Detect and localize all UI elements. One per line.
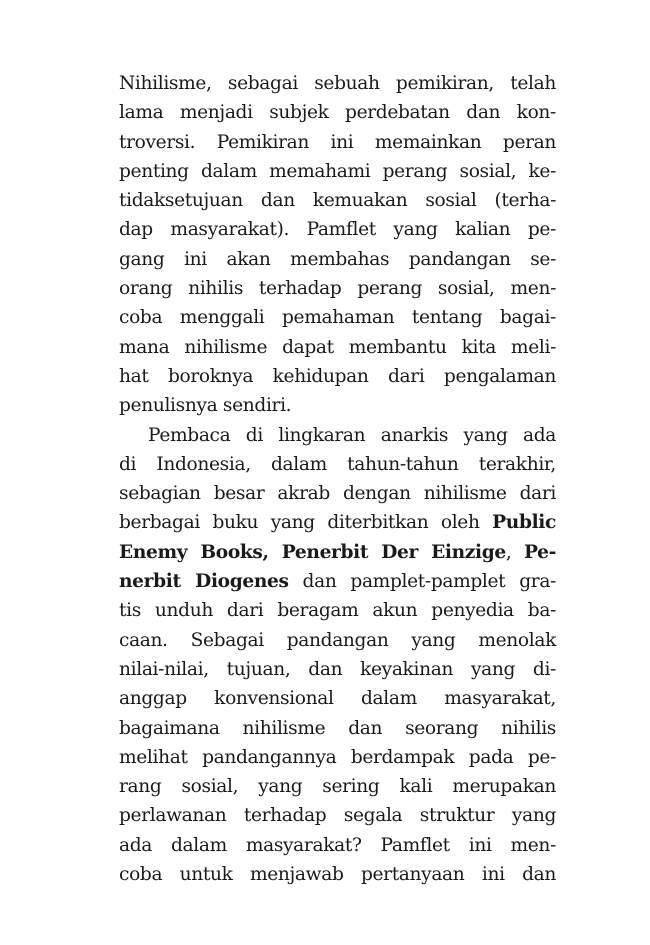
paragraph-2-line-6 [119,567,556,596]
line-text: , [505,541,525,563]
paragraph-2-line-11: bagaimana nihilisme dan seorang nihilis [119,717,556,739]
paragraph-2-line-1: Pembaca di lingkaran anarkis yang ada [148,424,556,446]
paragraph-1-line-12: penulisnya sendiri. [119,395,292,417]
paragraph-2-line-13: rang sosial, yang sering kali merupakan [119,776,556,798]
paragraph-2-line-16: coba untuk menjawab pertanyaan ini dan [119,864,556,886]
paragraph-1-line-8: orang nihilis terhadap perang sosial, men- [119,278,556,300]
paragraph-2-line-9: nilai-nilai, tujuan, dan keyakinan yang di- [119,658,556,680]
paragraph-2-line-14: perlawanan terhadap segala struktur yang [119,805,556,827]
paragraph-1-line-10: mana nihilisme dapat membantu kita meli- [119,336,556,358]
paragraph-2-line-12: melihat pandangannya berdampak pada pe- [119,746,556,768]
paragraph-2-line-2: di Indonesia, dalam tahun-tahun terakhir, [119,453,556,475]
publisher-name: nerbit Diogenes [119,571,289,593]
paragraph-2-line-7: tis unduh dari beragam akun penyedia ba- [119,600,556,622]
paragraph-2-line-8: caan. Sebagai pandangan yang menolak [119,629,556,651]
paragraph-1-line-11: hat boroknya kehidupan dari pengalaman [119,365,556,387]
paragraph-1-line-9: coba menggali pemahaman tentang bagai- [119,307,556,329]
paragraph-2-line-3: sebagian besar akrab dengan nihilisme dari [119,483,556,505]
paragraph-1-line-6: dap masyarakat). Pamflet yang kalian pe- [119,219,556,241]
line-text: dan pamplet-pamplet gra- [288,571,556,593]
paragraph-2-line-10: anggap konvensional dalam masyarakat, [119,688,556,710]
publisher-name: Public [492,512,556,534]
paragraph-1-line-3: troversi. Pemikiran ini memainkan peran [119,131,556,153]
paragraph-2-line-15: ada dalam masyarakat? Pamflet ini men- [119,834,556,856]
line-text: berbagai buku yang diterbitkan oleh [119,512,493,534]
paragraph-1-line-1: Nihilisme, sebagai sebuah pemikiran, telah [119,73,556,94]
paragraph-1-line-5: tidaksetujuan dan kemuakan sosial (terha- [119,190,556,212]
publisher-name: Enemy Books, Penerbit Der Einzige [119,541,506,563]
body-text [119,69,556,889]
paragraph-1-line-7: gang ini akan membahas pandangan se- [119,248,556,270]
paragraph-2-line-5 [119,538,556,567]
paragraph-1-line-2: lama menjadi subjek perdebatan dan kon- [119,102,556,124]
publisher-name: Pe- [524,541,556,563]
paragraph-2-line-4 [119,508,556,537]
paragraph-1-line-4: penting dalam memahami perang sosial, ke- [119,160,556,182]
